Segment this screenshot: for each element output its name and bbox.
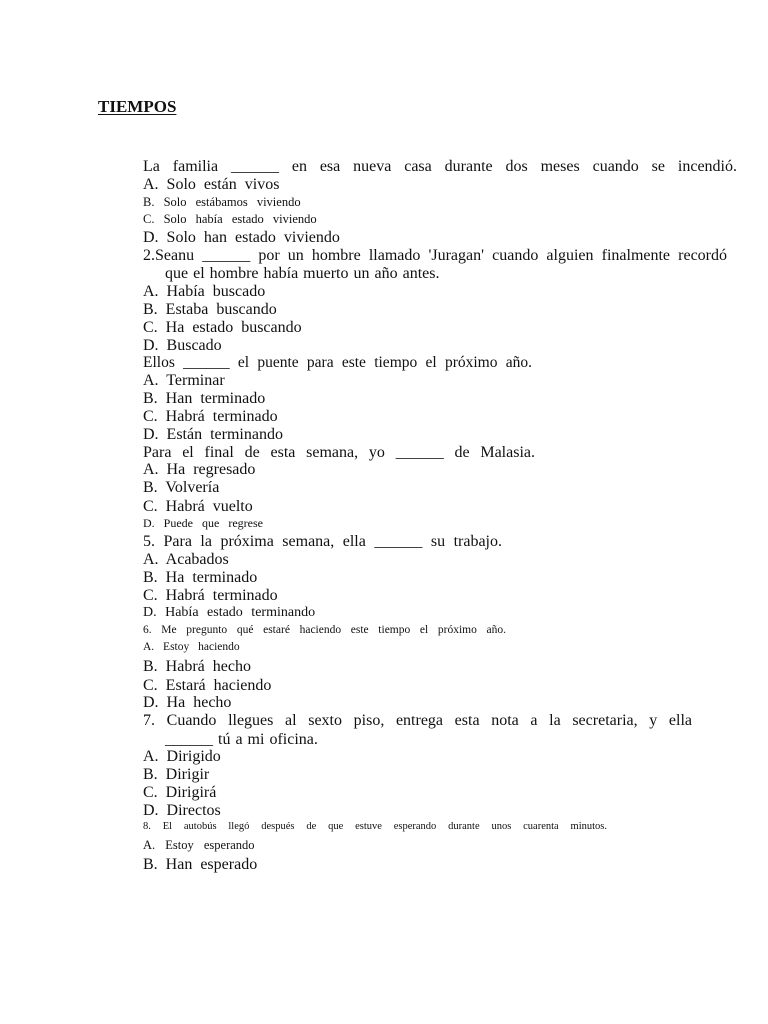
question-7-option-c: C. Dirigirá — [143, 784, 217, 801]
question-1-option-a: A. Solo están vivos — [143, 176, 280, 193]
question-3-option-d: D. Están terminando — [143, 426, 283, 443]
question-6-option-a: A. Estoy haciendo — [143, 641, 240, 653]
question-5-option-c: C. Habrá terminado — [143, 587, 278, 604]
question-5-option-a: A. Acabados — [143, 551, 229, 568]
question-2-stem-continuation: que el hombre había muerto un año antes. — [165, 265, 440, 282]
question-1-option-d: D. Solo han estado viviendo — [143, 229, 340, 246]
question-7-option-b: B. Dirigir — [143, 766, 210, 783]
question-2-option-a: A. Había buscado — [143, 283, 266, 300]
question-3-option-b: B. Han terminado — [143, 390, 266, 407]
question-4-option-b: B. Volvería — [143, 479, 220, 496]
question-4-option-a: A. Ha regresado — [143, 461, 256, 478]
question-7-option-a: A. Dirigido — [143, 748, 221, 765]
question-5-option-b: B. Ha terminado — [143, 569, 258, 586]
question-5-option-d: D. Había estado terminando — [143, 605, 316, 620]
question-1-option-c: C. Solo había estado viviendo — [143, 212, 317, 226]
question-4-option-c: C. Habrá vuelto — [143, 498, 253, 515]
question-2-option-b: B. Estaba buscando — [143, 301, 277, 318]
question-3-option-a: A. Terminar — [143, 372, 225, 389]
question-6-stem: 6. Me pregunto qué estaré haciendo este tiempo el próximo año. — [143, 624, 506, 636]
question-6-option-b: B. Habrá hecho — [143, 658, 251, 675]
question-5-stem: 5. Para la próxima semana, ella ______ su trabajo. — [143, 533, 502, 550]
question-3-stem: Ellos ______ el puente para este tiempo el próximo año. — [143, 354, 532, 371]
question-1-stem: La familia ______ en esa nueva casa durante dos meses cuando se incendió. — [143, 158, 737, 175]
question-8-option-b: B. Han esperado — [143, 856, 258, 873]
question-7-stem: 7. Cuando llegues al sexto piso, entrega esta nota a la secretaria, y ella — [143, 712, 692, 729]
question-2-option-d: D. Buscado — [143, 337, 222, 354]
question-7-option-d: D. Directos — [143, 802, 221, 819]
question-2-stem: 2.Seanu ______ por un hombre llamado 'Juragan' cuando alguien finalmente recordó — [143, 247, 727, 264]
question-8-option-a: A. Estoy esperando — [143, 838, 255, 852]
question-3-option-c: C. Habrá terminado — [143, 408, 278, 425]
question-8-stem: 8. El autobús llegó después de que estuve esperando durante unos cuarenta minutos. — [143, 821, 607, 832]
question-2-option-c: C. Ha estado buscando — [143, 319, 302, 336]
question-4-option-d: D. Puede que regrese — [143, 516, 263, 530]
question-4-stem: Para el final de esta semana, yo ______ de Malasia. — [143, 444, 535, 461]
question-1-option-b: B. Solo estábamos viviendo — [143, 195, 301, 209]
question-6-option-d: D. Ha hecho — [143, 694, 232, 711]
question-6-option-c: C. Estará haciendo — [143, 677, 272, 694]
question-7-stem-continuation: ______ tú a mi oficina. — [165, 731, 318, 748]
page-title: TIEMPOS — [98, 97, 177, 116]
